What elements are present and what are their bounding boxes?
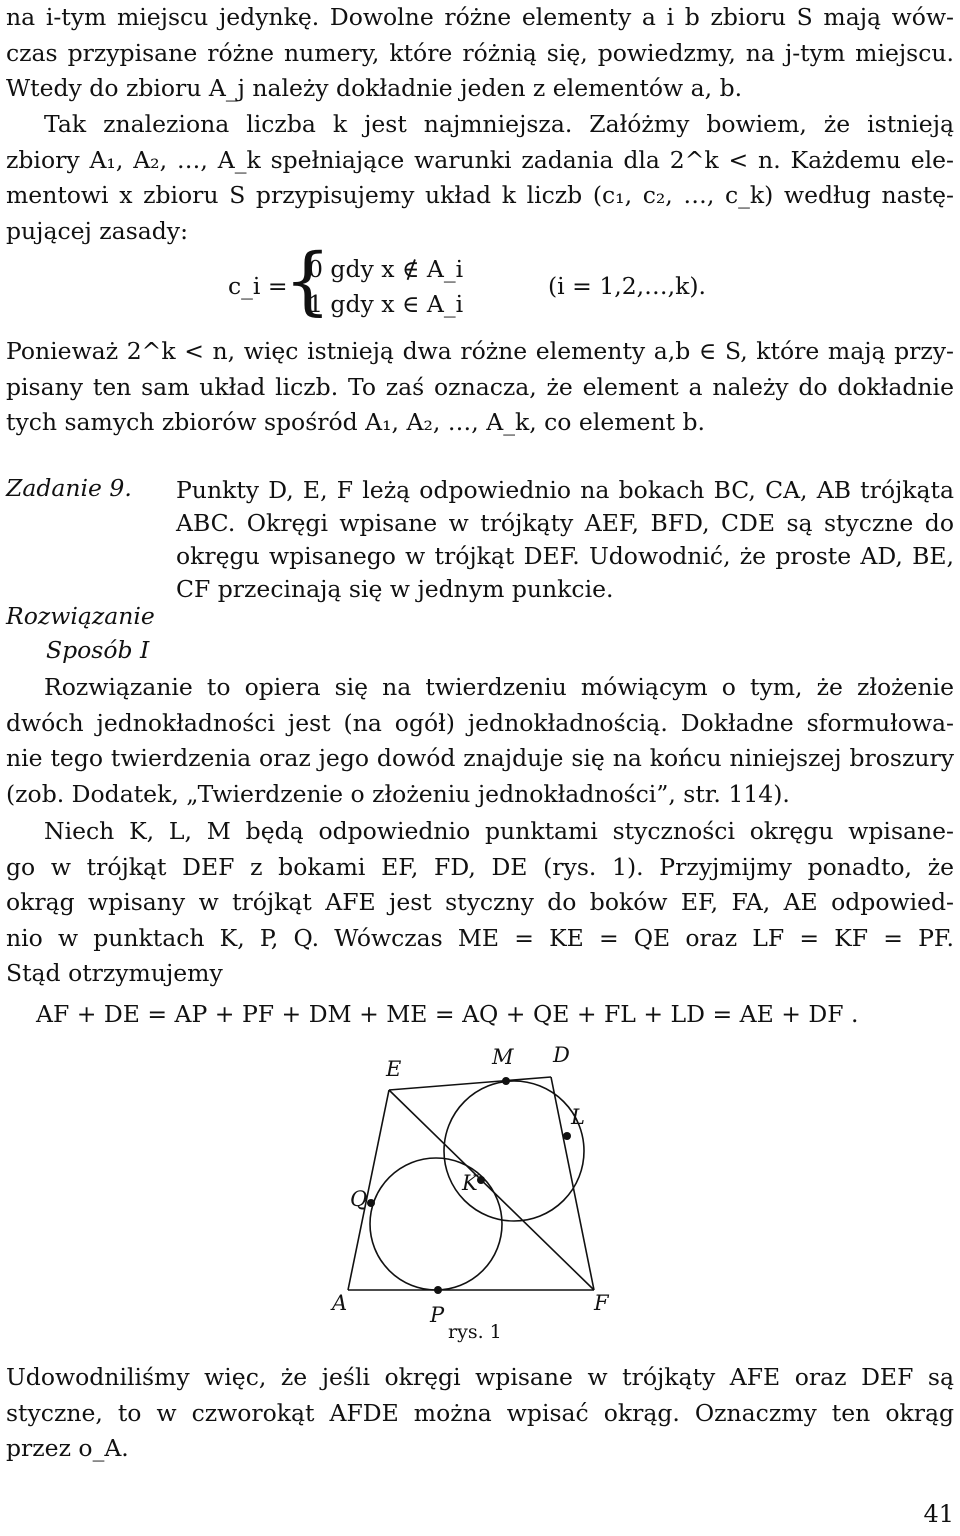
task-line2: ABC. Okręgi wpisane w trójkąty AEF, BFD, CDE są styczne do xyxy=(176,509,954,537)
point-P xyxy=(434,1286,442,1294)
label-K: K xyxy=(462,1171,478,1195)
formula-sum: AF + DE = AP + PF + DM + ME = AQ + QE + FL + LD = AE + DF . xyxy=(36,1000,859,1028)
formula-lhs: c_i = xyxy=(228,272,288,300)
label-P: P xyxy=(430,1303,445,1327)
solution-heading: Rozwiązanie xyxy=(6,602,155,630)
para1-line2: czas przypisane różne numery, które różnią się, powiedzmy, na j-tym miejscu. xyxy=(6,38,954,67)
figure-rys-1 xyxy=(0,1040,960,1360)
para3-line2: pisany ten sam układ liczb. To zaś oznacza, że element a należy do dokładnie xyxy=(6,372,954,401)
point-K xyxy=(477,1176,485,1184)
paragraph-2 xyxy=(6,107,954,249)
formula-brace: { xyxy=(284,238,332,324)
paragraph-3 xyxy=(6,334,954,441)
para5-line3: okrąg wpisany w trójkąt AFE jest styczny do boków EF, FA, AE odpowied- xyxy=(6,888,954,916)
label-F: F xyxy=(594,1291,609,1315)
para5-line4: nio w punktach K, P, Q. Wówczas ME = KE = QE oraz LF = KF = PF. xyxy=(6,923,954,952)
para2-line2: zbiory A₁, A₂, …, A_k spełniające warunki zadania dla 2^k < n. Każdemu ele- xyxy=(6,145,954,174)
incircle-DEF xyxy=(444,1081,584,1221)
task-statement xyxy=(176,474,954,606)
label-E: E xyxy=(386,1057,402,1081)
task-label: Zadanie 9. xyxy=(6,474,132,502)
method-heading: Sposób I xyxy=(46,636,150,664)
paragraph-4 xyxy=(6,670,954,812)
para5-line1: Niech K, L, M będą odpowiednio punktami styczności okręgu wpisane- xyxy=(44,817,954,845)
label-L: L xyxy=(571,1105,585,1129)
para1-line1: na i-tym miejscu jedynkę. Dowolne różne elementy a i b zbioru S mają wów- xyxy=(6,3,954,31)
para4-line4: (zob. Dodatek, „Twierdzenie o złożeniu jednokładności”, str. 114). xyxy=(6,779,790,808)
para4-line3: nie tego twierdzenia oraz jego dowód znajduje się na końcu niniejszej broszury xyxy=(6,744,954,772)
paragraph-1 xyxy=(6,0,954,107)
para6-line2: styczne, to w czworokąt AFDE można wpisać okrąg. Oznaczmy ten okrąg xyxy=(6,1398,954,1427)
paragraph-5 xyxy=(6,814,954,992)
para6-line1: Udowodniliśmy więc, że jeśli okręgi wpisane w trójkąty AFE oraz DEF są xyxy=(6,1363,954,1391)
para4-line2: dwóch jednokładności jest (na ogół) jednokładnością. Dokładne sformułowa- xyxy=(6,708,954,737)
para2-line1: Tak znaleziona liczba k jest najmniejsza. Załóżmy bowiem, że istnieją xyxy=(44,110,954,138)
para5-line5: Stąd otrzymujemy xyxy=(6,959,223,987)
task-line4: CF przecinają się w jednym punkcie. xyxy=(176,575,614,603)
page-number: 41 xyxy=(923,1500,954,1528)
task-line1: Punkty D, E, F leżą odpowiednio na bokach BC, CA, AB trójkąta xyxy=(176,476,954,504)
formula-case-2: 1 gdy x ∈ A_i xyxy=(308,290,464,318)
para6-line3: przez o_A. xyxy=(6,1434,129,1462)
point-M xyxy=(502,1077,510,1085)
formula-case-1: 0 gdy x ∉ A_i xyxy=(308,255,464,283)
figure-caption: rys. 1 xyxy=(448,1321,502,1343)
segment-ED xyxy=(389,1077,551,1090)
para3-line1: Ponieważ 2^k < n, więc istnieją dwa różne elementy a,b ∈ S, które mają przy- xyxy=(6,337,954,365)
para1-line3: Wtedy do zbioru A_j należy dokładnie jeden z elementów a, b. xyxy=(6,74,743,102)
formula-range: (i = 1,2,…,k). xyxy=(548,272,707,300)
label-D: D xyxy=(553,1043,570,1067)
paragraph-6 xyxy=(6,1360,954,1467)
point-Q xyxy=(367,1199,375,1207)
para5-line2: go w trójkąt DEF z bokami EF, FD, DE (rys. 1). Przyjmijmy ponadto, że xyxy=(6,852,954,881)
point-L xyxy=(563,1132,571,1140)
task-line3: okręgu wpisanego w trójkąt DEF. Udowodnić, że proste AD, BE, xyxy=(176,542,954,570)
para2-line4: pującej zasady: xyxy=(6,216,188,245)
label-M: M xyxy=(492,1045,514,1069)
para2-line3: mentowi x zbioru S przypisujemy układ k liczb (c₁, c₂, …, c_k) według nastę- xyxy=(6,181,954,209)
label-Q: Q xyxy=(350,1187,368,1211)
label-A: A xyxy=(332,1291,348,1315)
para3-line3: tych samych zbiorów spośród A₁, A₂, …, A_k, co element b. xyxy=(6,408,706,436)
para4-line1: Rozwiązanie to opiera się na twierdzeniu mówiącym o tym, że złożenie xyxy=(44,673,954,701)
